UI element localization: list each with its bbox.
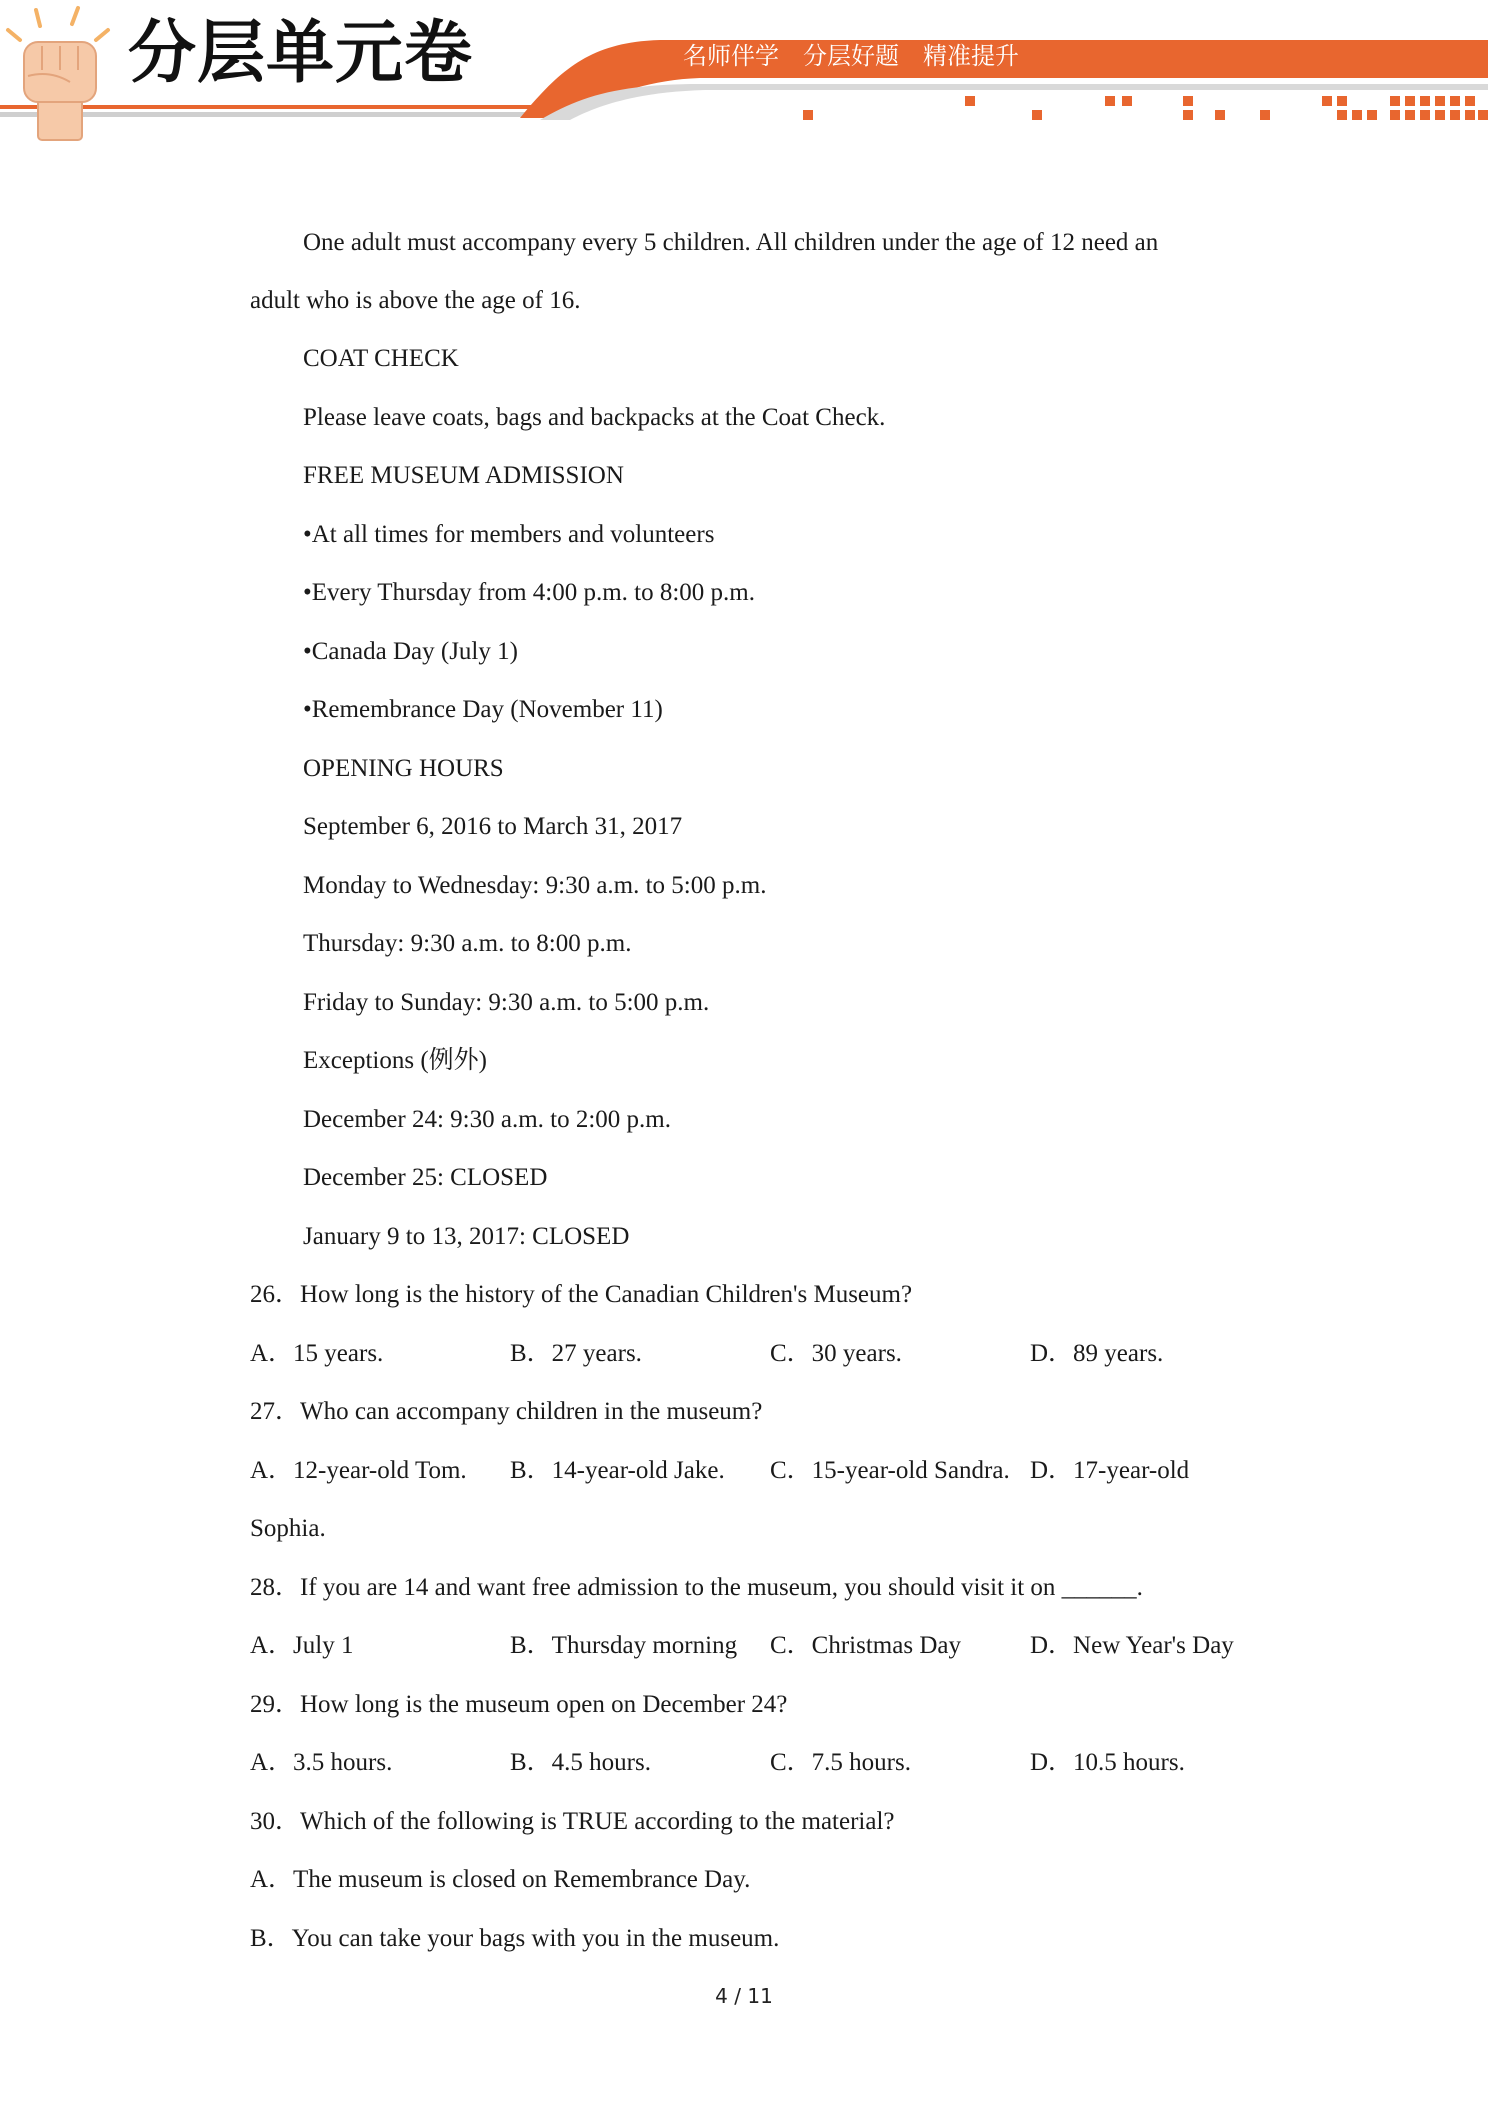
passage-line: December 25: CLOSED: [303, 1164, 548, 1191]
option-d: D．10.5 hours.: [1030, 1749, 1185, 1776]
section-heading: FREE MUSEUM ADMISSION: [303, 462, 624, 489]
option-continuation: Sophia.: [250, 1515, 326, 1542]
option-c: C．30 years.: [770, 1340, 902, 1367]
option-b: B．14-year-old Jake.: [510, 1457, 725, 1484]
option-a: A．12-year-old Tom.: [250, 1457, 467, 1484]
passage-line: adult who is above the age of 16.: [250, 287, 581, 314]
passage-line: Monday to Wednesday: 9:30 a.m. to 5:00 p.m.: [303, 872, 767, 899]
option-c: C．15-year-old Sandra.: [770, 1457, 1010, 1484]
option-c: C．Christmas Day: [770, 1632, 961, 1659]
decorative-squares: [803, 96, 1488, 120]
option-a: A．3.5 hours.: [250, 1749, 393, 1776]
list-item: •Remembrance Day (November 11): [303, 696, 663, 723]
question-stem: 30．Which of the following is TRUE according to the material?: [250, 1808, 895, 1835]
question-stem: 29．How long is the museum open on December 24?: [250, 1691, 788, 1718]
option-d: D．New Year's Day: [1030, 1632, 1234, 1659]
passage-line: December 24: 9:30 a.m. to 2:00 p.m.: [303, 1106, 671, 1133]
option-a: A．15 years.: [250, 1340, 384, 1367]
question-stem: 26．How long is the history of the Canadian Children's Museum?: [250, 1281, 913, 1308]
option-b: B．You can take your bags with you in the museum.: [250, 1925, 780, 1952]
option-a: A．The museum is closed on Remembrance Day.: [250, 1866, 751, 1893]
page-header: [0, 0, 1488, 150]
question-stem: 28．If you are 14 and want free admission to the museum, you should visit it on ______.: [250, 1574, 1143, 1601]
option-b: B．4.5 hours.: [510, 1749, 651, 1776]
passage-line: Please leave coats, bags and backpacks at the Coat Check.: [303, 404, 886, 431]
list-item: •Every Thursday from 4:00 p.m. to 8:00 p.m.: [303, 579, 755, 606]
option-b: B．27 years.: [510, 1340, 642, 1367]
option-b: B．Thursday morning: [510, 1632, 738, 1659]
option-d: D．89 years.: [1030, 1340, 1164, 1367]
passage-line: January 9 to 13, 2017: CLOSED: [303, 1223, 630, 1250]
brand-title: 分层单元卷: [128, 14, 474, 93]
passage-line: Friday to Sunday: 9:30 a.m. to 5:00 p.m.: [303, 989, 710, 1016]
option-c: C．7.5 hours.: [770, 1749, 911, 1776]
passage-line: Exceptions (例外): [303, 1047, 487, 1074]
header-slogan: 名师伴学 分层好题 精准提升: [683, 42, 1019, 70]
section-heading: COAT CHECK: [303, 345, 459, 372]
list-item: •At all times for members and volunteers: [303, 521, 715, 548]
question-stem: 27．Who can accompany children in the museum?: [250, 1398, 763, 1425]
passage-line: September 6, 2016 to March 31, 2017: [303, 813, 683, 840]
list-item: •Canada Day (July 1): [303, 638, 518, 665]
section-heading: OPENING HOURS: [303, 755, 504, 782]
passage-line: Thursday: 9:30 a.m. to 8:00 p.m.: [303, 930, 632, 957]
option-a: A．July 1: [250, 1632, 354, 1659]
passage-line: One adult must accompany every 5 children. All children under the age of 12 need an: [303, 229, 1159, 256]
page-number: 4 / 11: [715, 1984, 773, 2008]
raised-fist-icon: [8, 8, 108, 140]
option-d: D．17-year-old: [1030, 1457, 1190, 1484]
